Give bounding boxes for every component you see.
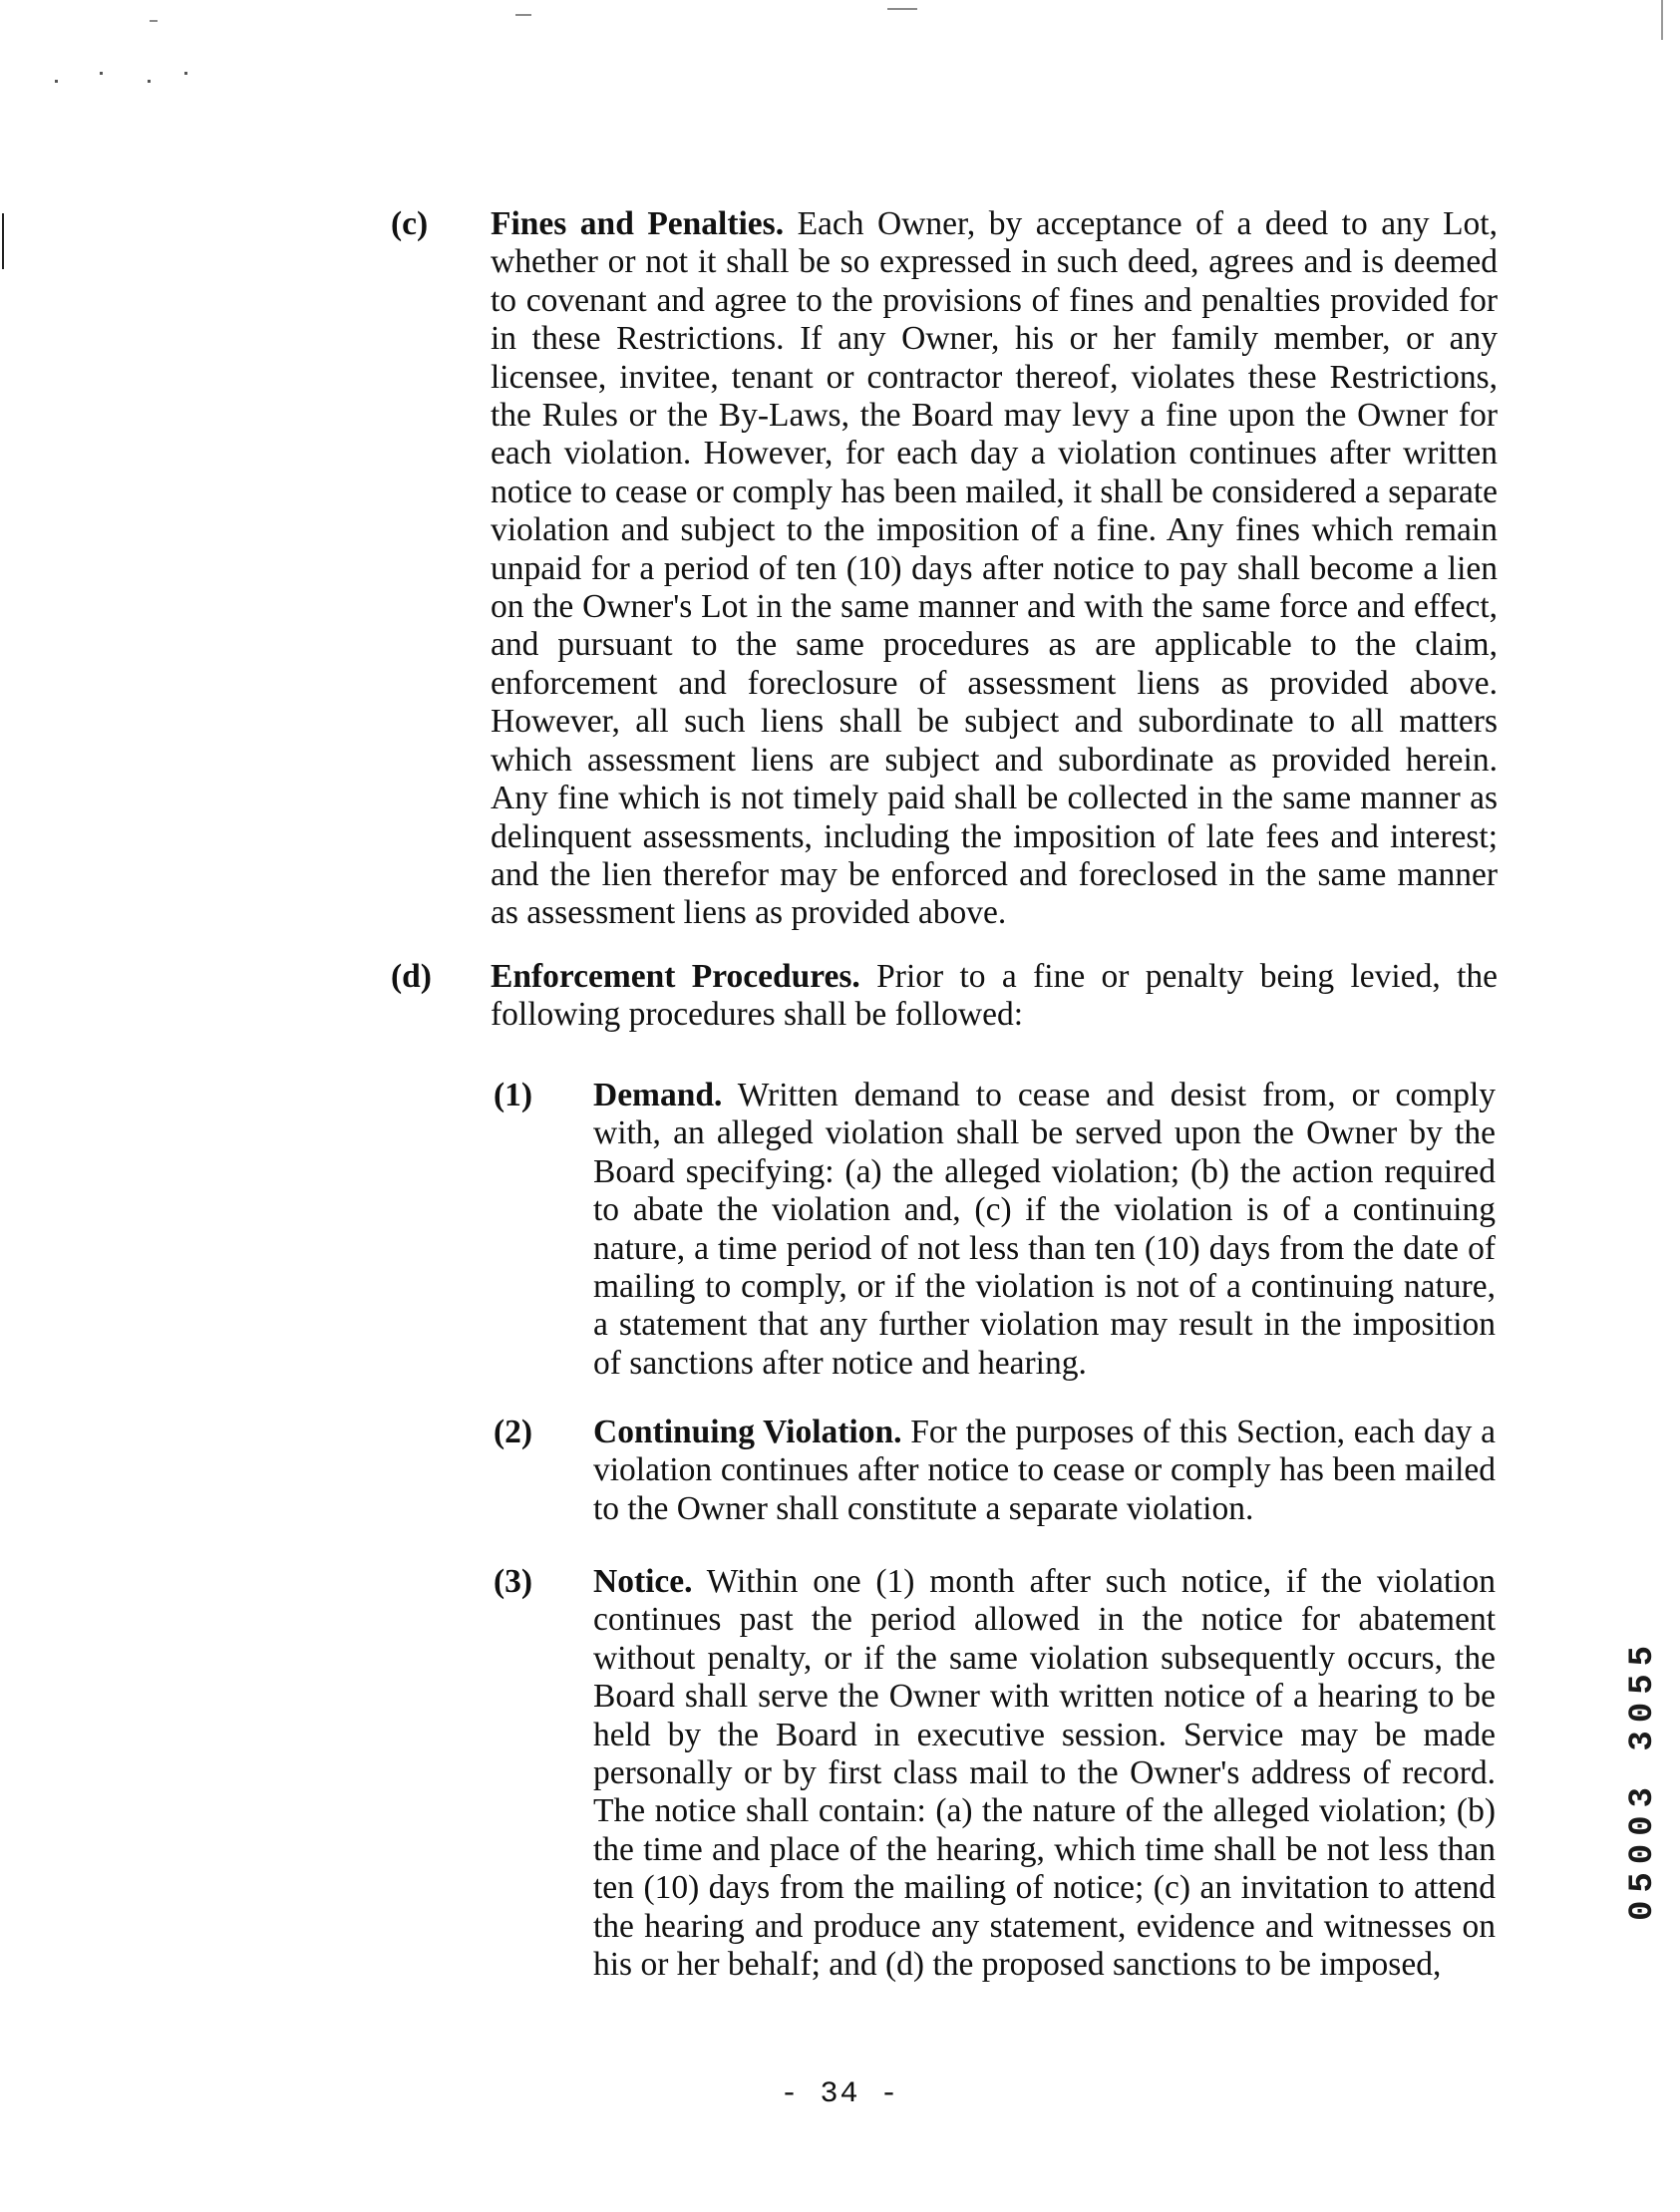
section-label: (c) <box>391 205 429 242</box>
page-number: - 34 - <box>780 2077 900 2111</box>
subsection-label: (1) <box>494 1077 533 1113</box>
subsection-heading: Notice. <box>593 1563 693 1600</box>
subsection-text: Within one (1) month after such notice, if the violation continues past the period allowed in the notice for abatement without penalty, or if the same violation subsequently occurs, the Board shall serve the Owner with written notice of a hearing to be held by the Board in executive session. Service may be made personally or by first class mail to the Owner's address of record. The notice shall contain: (a) the nature of the alleged violation; (b) the time and place of the hearing, which time shall be not less than ten (10) days from the mailing of notice; (c) an invitation to attend the hearing and produce any statement, evidence and witnesses on his or her behalf; and (d) the proposed sanctions to be imposed, <box>593 1563 1496 1984</box>
recording-stamp-text: 05003 3055 <box>1624 1637 1662 1922</box>
subsection-notice <box>494 1563 1496 1982</box>
section-heading: Fines and Penalties. <box>491 205 785 242</box>
subsection-heading: Demand. <box>593 1077 723 1113</box>
section-fines-and-penalties <box>391 205 1498 933</box>
subsection-body <box>593 1563 1496 1984</box>
subsection-text: Written demand to cease and desist from, or comply with, an alleged violation shall be served upon the Owner by the Board specifying: (a) the alleged violation; (b) the action required to abate the violation and, (c) if the violation is of a continuing nature, a time period of not less than ten (10) days from the date of mailing to comply, or if the violation is not of a continuing nature, a statement that any further violation may result in the imposition of sanctions after notice and hearing. <box>593 1077 1496 1382</box>
section-body <box>491 958 1498 1035</box>
scan-artifact <box>184 72 187 75</box>
recording-stamp <box>1623 1580 1663 1979</box>
subsection-heading: Continuing Violation. <box>593 1414 902 1450</box>
scan-edge-line <box>1661 0 1663 40</box>
subsection-label: (2) <box>494 1414 533 1450</box>
scan-artifact <box>515 14 531 16</box>
section-heading: Enforcement Procedures. <box>491 958 860 995</box>
subsection-demand <box>494 1077 1496 1386</box>
section-text: Prior to a fine or penalty being levied, the following procedures shall be followed: <box>491 958 1498 1034</box>
subsection-label: (3) <box>494 1563 533 1600</box>
subsection-text: For the purposes of this Section, each day a violation continues after notice to cease or comply has been mailed to the Owner shall constitute a separate violation. <box>593 1414 1496 1527</box>
section-enforcement-procedures <box>391 958 1498 1048</box>
section-body <box>491 205 1498 933</box>
scan-artifact <box>55 80 58 83</box>
scan-margin-bar <box>2 213 4 269</box>
subsection-continuing-violation <box>494 1414 1496 1533</box>
scan-artifact <box>150 20 158 22</box>
scan-artifact <box>100 72 103 75</box>
scan-artifact <box>887 8 917 10</box>
subsection-body <box>593 1414 1496 1528</box>
section-text: Each Owner, by acceptance of a deed to any Lot, whether or not it shall be so expressed in such deed, agrees and is deemed to covenant and agree to the provisions of fines and penalties provided for in these Restrictions. If any Owner, his or her family member, or any licensee, invitee, tenant or contractor thereof, violates these Restrictions, the Rules or the By-Laws, the Board may levy a fine upon the Owner for each violation. However, for each day a violation continues after written notice to cease or comply has been mailed, it shall be considered a separate violation and subject to the imposition of a fine. Any fines which remain unpaid for a period of ten (10) days after notice to pay shall become a lien on the Owner's Lot in the same manner and with the same force and effect, and pursuant to the same procedures as are applicable to the claim, enforcement and foreclosure of assessment liens as provided above. However, all such liens shall be subject and subordinate to all matters which assessment liens are subject and subordinate as provided herein. Any fine which is not timely paid shall be collected in the same manner as delinquent assessments, including the imposition of late fees and interest; and the lien therefor may be enforced and foreclosed in the same manner as assessment liens as provided above. <box>491 205 1498 932</box>
subsection-body <box>593 1077 1496 1383</box>
scan-artifact <box>148 80 151 83</box>
section-label: (d) <box>391 958 432 995</box>
